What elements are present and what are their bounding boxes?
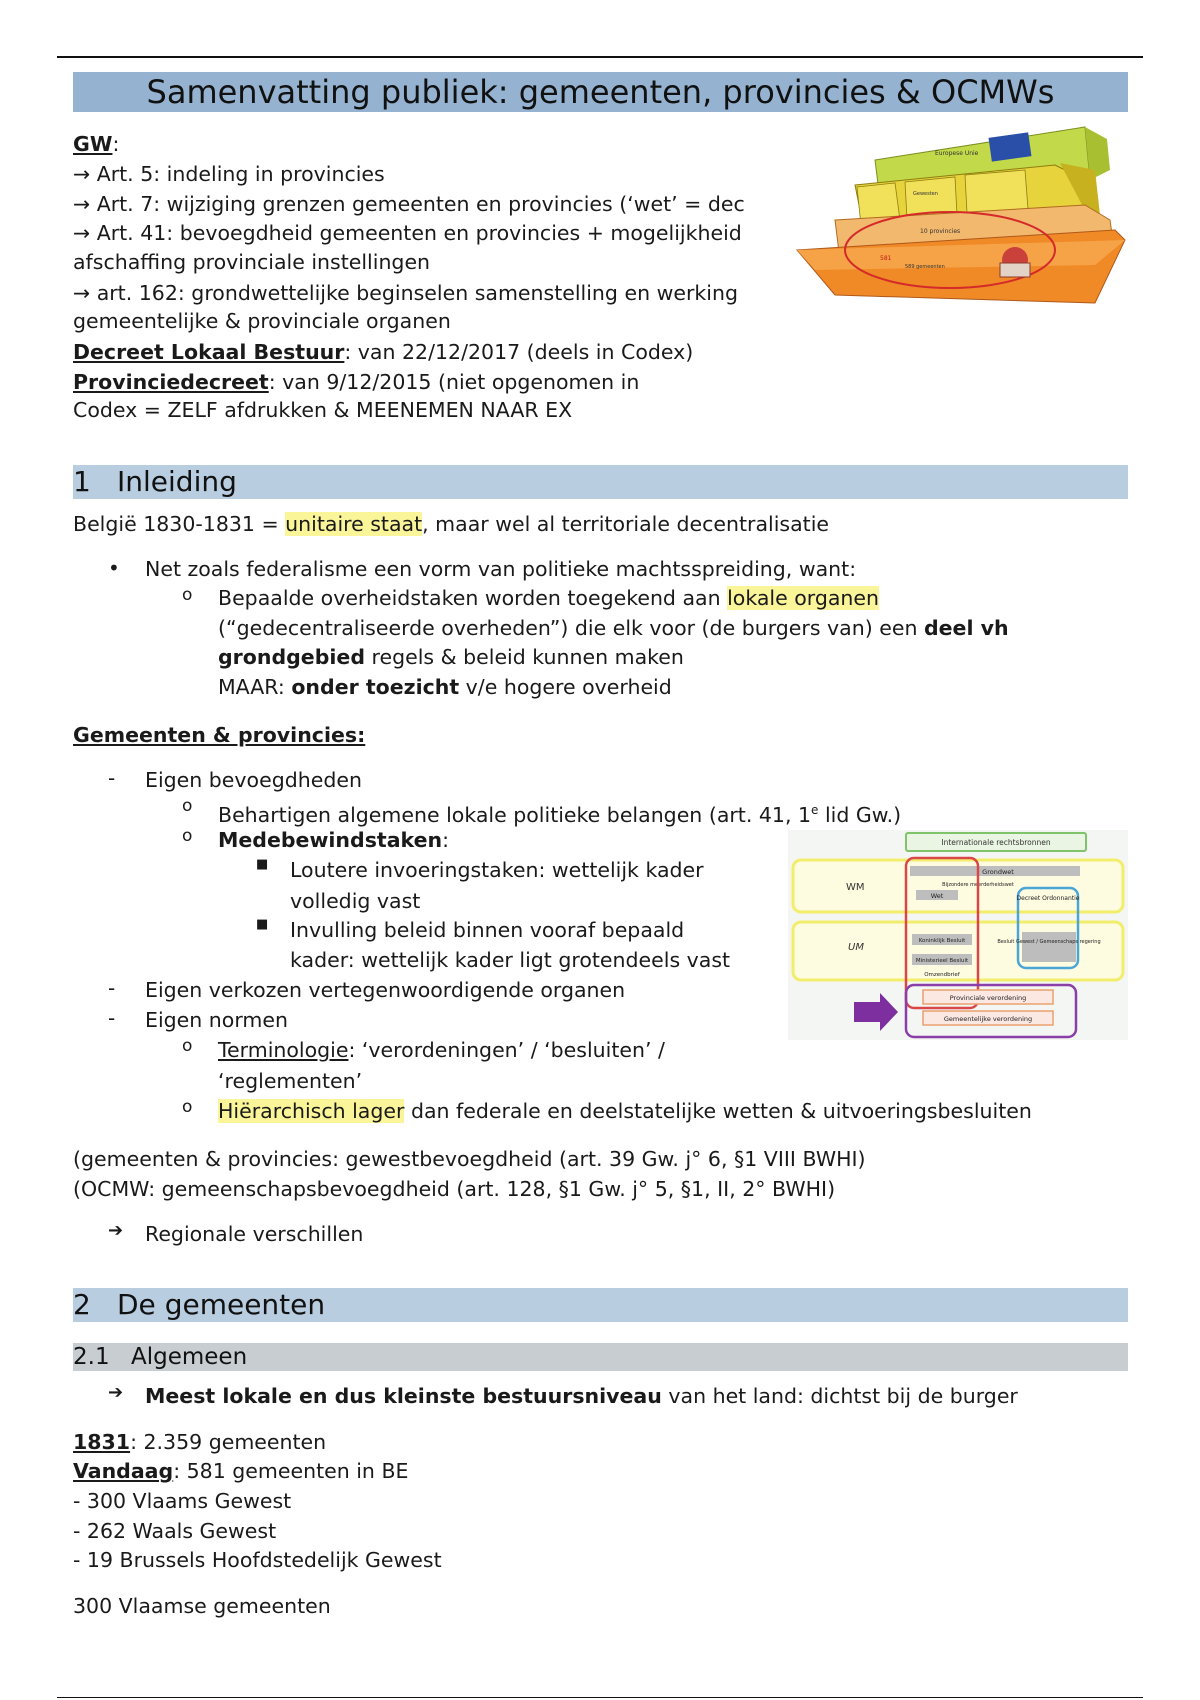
belgie-text-2: , maar wel al territoriale decentralisatie [422, 512, 830, 536]
invulling-line: Invulling beleid binnen vooraf bepaald [290, 918, 685, 942]
gw-colon: : [112, 132, 120, 156]
footer-rule [57, 1697, 1143, 1698]
provinciedecreet-text: : van 9/12/2015 (niet opgenomen in [268, 370, 640, 394]
grondgebied-bold: grondgebied [218, 645, 365, 669]
invulling-line-2: kader: wettelijk kader ligt grotendeels vast [290, 948, 731, 972]
gemeenten-provincies-label: Gemeenten & provincies: [73, 723, 366, 747]
fig2-koninklijk: Koninklijk Besluit [918, 938, 966, 944]
square-bullet-icon: ■ [256, 857, 269, 872]
provinciedecreet-label: Provinciedecreet [73, 370, 269, 394]
hierarchisch-text: dan federale en deelstatelijke wetten & uitvoeringsbesluiten [404, 1099, 1032, 1123]
governance-layers-figure [795, 125, 1130, 310]
fig2-provinciale: Provinciale verordening [949, 994, 1027, 1002]
bullet-dot-icon: • [108, 556, 120, 580]
medebewind-line [218, 826, 449, 854]
onder-toezicht-bold: onder toezicht [291, 675, 460, 699]
sub1-text-2: (“gedecentraliseerde overheden”) die elk voor (de burgers van) een [218, 616, 924, 640]
fig1-label-bottom: 581 [880, 255, 892, 262]
loutere-line-2: volledig vast [290, 889, 421, 913]
art5-line: → Art. 5: indeling in provincies [73, 162, 385, 186]
fig2-besluit: Besluit Gewest / Gemeenschaps regering [997, 939, 1101, 945]
sub1-line [218, 584, 879, 612]
fig2-wet: Wet [930, 892, 944, 900]
provinciedecreet-line-2: Codex = ZELF afdrukken & MEENEMEN NAAR EX [73, 398, 573, 422]
unitaire-staat-highlight: unitaire staat [285, 512, 423, 536]
dash-bullet-icon: - [108, 1006, 116, 1030]
waals-gewest-line: - 262 Waals Gewest [73, 1519, 277, 1543]
belgie-text: België 1830-1831 = [73, 512, 286, 536]
hierarchisch-highlight: Hiërarchisch lager [218, 1099, 405, 1123]
fig2-decreet: Decreet Ordonnantie [1016, 895, 1080, 902]
meest-lokale-line [145, 1382, 1018, 1410]
square-bullet-icon: ■ [256, 917, 269, 932]
y1831-label: 1831 [73, 1430, 131, 1454]
fig2-um: UM [848, 942, 864, 953]
section-1-number: 1 [73, 465, 91, 498]
header-rule [57, 56, 1143, 58]
gw-label: GW [73, 132, 113, 156]
paren-line-1: (gemeenten & provincies: gewestbevoegdheid (art. 39 Gw. j° 6, §1 VIII BWHI) [73, 1147, 866, 1171]
y1831-line [73, 1428, 326, 1456]
section-2-1-number: 2.1 [73, 1344, 110, 1370]
section-1-title: Inleiding [117, 465, 237, 498]
section-2-1-title: Algemeen [131, 1344, 248, 1370]
behartigen-line [218, 796, 901, 829]
decreet-lokaal-bestuur-text: : van 22/12/2017 (deels in Codex) [344, 340, 694, 364]
behartigen-sup: e [811, 803, 819, 817]
loutere-line: Loutere invoeringstaken: wettelijk kader [290, 858, 704, 882]
hierarchisch-line [218, 1097, 1032, 1125]
terminologie-line-2: ‘reglementen’ [218, 1069, 363, 1093]
arrow-right-icon: ➔ [108, 1382, 124, 1403]
art41-line-2: afschaffing provinciale instellingen [73, 250, 431, 274]
art162-line: → art. 162: grondwettelijke beginselen samenstelling en werking [73, 281, 738, 305]
regionale-line: Regionale verschillen [145, 1222, 364, 1246]
section-2-title: De gemeenten [117, 1288, 326, 1321]
fig1-label-top: Europese Unie [935, 150, 979, 157]
brussels-gewest-line: - 19 Brussels Hoofdstedelijk Gewest [73, 1548, 442, 1572]
section-2-heading [73, 1288, 1128, 1322]
sub-bullet-o-icon: o [182, 1097, 193, 1117]
fig1-label-low: 10 provincies [920, 228, 961, 235]
sub1-text-3: regels & beleid kunnen maken [365, 645, 684, 669]
decreet-lokaal-bestuur-label: Decreet Lokaal Bestuur [73, 340, 345, 364]
fig2-wm: WM [846, 882, 865, 893]
dash-bullet-icon: - [108, 976, 116, 1000]
vandaag-text: : 581 gemeenten in BE [173, 1459, 409, 1483]
meest-lokale-text: van het land: dichtst bij de burger [661, 1384, 1018, 1408]
verkozen-line: Eigen verkozen vertegenwoordigende organen [145, 978, 626, 1002]
art162-line-2: gemeentelijke & provinciale organen [73, 309, 451, 333]
provinciedecreet-line [73, 368, 639, 396]
sub1-line-2 [218, 614, 1009, 642]
vandaag-label: Vandaag [73, 1459, 174, 1483]
sub-bullet-o-icon: o [182, 1036, 193, 1056]
decreet-lokaal-bestuur-line [73, 338, 693, 366]
terminologie-text: : ‘verordeningen’ / ‘besluiten’ / [348, 1038, 665, 1062]
sub-bullet-o-icon: o [182, 826, 193, 846]
fig2-omzendbrief: Omzendbrief [924, 972, 960, 978]
fig2-grondwet: Grondwet [982, 868, 1014, 876]
belgie-line [73, 510, 829, 538]
meest-lokale-bold: Meest lokale en dus kleinste bestuursniveau [145, 1384, 662, 1408]
section-1-heading [73, 465, 1128, 499]
fig2-bijzondere: Bijzondere meerderheidswet [942, 882, 1014, 888]
y1831-text: : 2.359 gemeenten [130, 1430, 327, 1454]
vandaag-line [73, 1457, 408, 1485]
medebewind-bold: Medebewindstaken [218, 828, 443, 852]
sub-bullet-o-icon: o [182, 585, 193, 605]
terminologie-label: Terminologie [218, 1038, 349, 1062]
paren-line-2: (OCMW: gemeenschapsbevoegdheid (art. 128, §1 Gw. j° 5, §1, II, 2° BWHI) [73, 1177, 836, 1201]
section-2-1-heading [73, 1343, 1128, 1371]
sub1-text: Bepaalde overheidstaken worden toegekend aan [218, 586, 728, 610]
bullet-main-line: Net zoals federalisme een vorm van politieke machtsspreiding, want: [145, 557, 857, 581]
section-2-number: 2 [73, 1288, 91, 1321]
normen-line: Eigen normen [145, 1008, 288, 1032]
fig2-internationale: Internationale rechtsbronnen [941, 838, 1051, 847]
art41-line: → Art. 41: bevoegdheid gemeenten en provincies + mogelijkheid [73, 221, 742, 245]
fig1-label-bottom2: 589 gemeenten [905, 264, 945, 270]
terminologie-line [218, 1036, 665, 1064]
deel-vh-bold: deel vh [923, 616, 1009, 640]
dash-bullet-icon: - [108, 766, 116, 790]
vlaamse-gemeenten-line: 300 Vlaamse gemeenten [73, 1594, 331, 1618]
eigen-bevoegdheden-line: Eigen bevoegdheden [145, 768, 362, 792]
behartigen-text: Behartigen algemene lokale politieke belangen (art. 41, 1 [218, 802, 812, 827]
page-title: Samenvatting publiek: gemeenten, provincies & OCMWs [73, 72, 1128, 112]
vlaams-gewest-line: - 300 Vlaams Gewest [73, 1489, 292, 1513]
sub1-line-3 [218, 643, 684, 671]
lokale-organen-highlight: lokale organen [727, 586, 880, 610]
art7-line: → Art. 7: wijziging grenzen gemeenten en provincies (‘wet’ = dec [73, 192, 745, 216]
arrow-right-icon: ➔ [108, 1220, 124, 1241]
sub1-text-4: v/e hogere overheid [459, 675, 672, 699]
sub1-line-4 [218, 673, 672, 701]
medebewind-colon: : [442, 828, 450, 852]
norm-hierarchy-figure [788, 830, 1128, 1040]
fig2-ministerieel: Ministerieel Besluit [915, 958, 969, 964]
behartigen-end: lid Gw.) [818, 802, 902, 827]
fig2-gemeentelijke: Gemeentelijke verordening [943, 1015, 1033, 1023]
sub-bullet-o-icon: o [182, 796, 193, 816]
fig1-label-mid: Gewesten [913, 191, 938, 197]
gemeenten-provincies-heading [73, 721, 365, 749]
maar-text: MAAR: [218, 675, 292, 699]
gw-line [73, 130, 119, 158]
